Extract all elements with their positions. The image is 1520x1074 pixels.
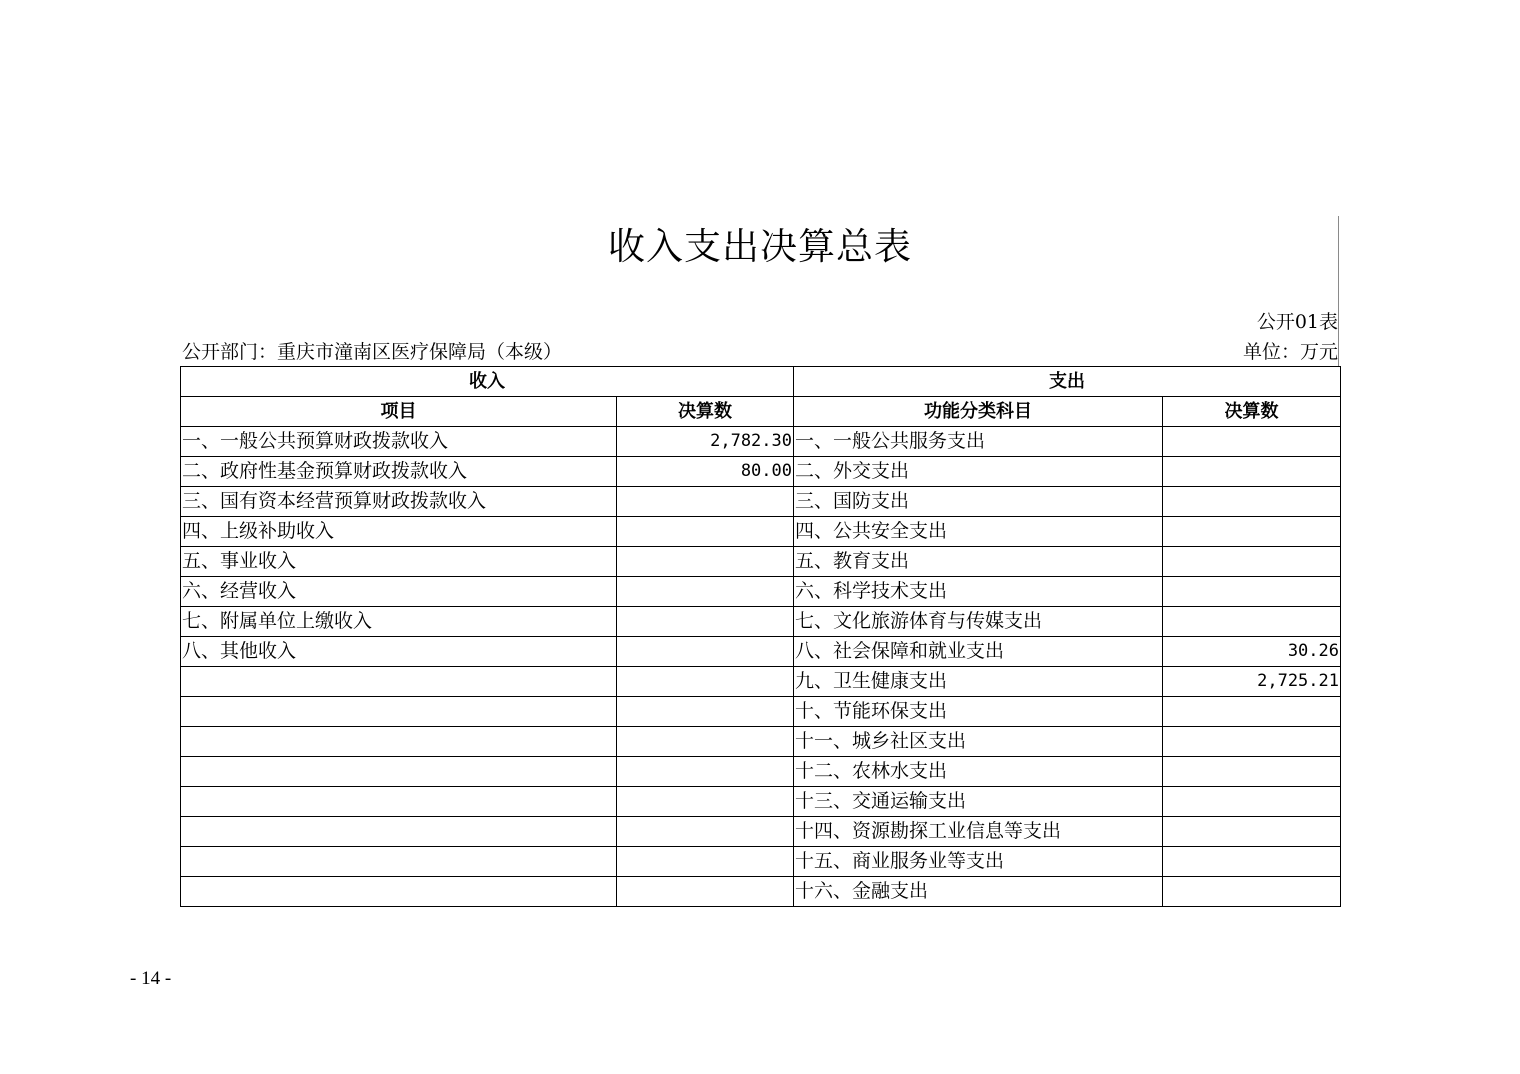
income-item-cell <box>181 877 617 907</box>
income-amount-cell <box>617 817 794 847</box>
expense-item-cell: 十五、商业服务业等支出 <box>794 847 1163 877</box>
income-item-cell <box>181 847 617 877</box>
income-amount-cell <box>617 787 794 817</box>
expense-category-column-header: 功能分类科目 <box>794 397 1163 427</box>
income-amount-cell <box>617 637 794 667</box>
expense-item-cell: 一、一般公共服务支出 <box>794 427 1163 457</box>
page-number: - 14 - <box>130 968 172 989</box>
income-amount-cell <box>617 757 794 787</box>
income-item-cell: 五、事业收入 <box>181 547 617 577</box>
expense-amount-cell <box>1163 877 1341 907</box>
table-row <box>181 607 1341 637</box>
expense-item-cell: 七、文化旅游体育与传媒支出 <box>794 607 1163 637</box>
income-amount-cell <box>617 847 794 877</box>
expense-amount-cell <box>1163 817 1341 847</box>
income-item-cell <box>181 667 617 697</box>
expense-item-cell: 八、社会保障和就业支出 <box>794 637 1163 667</box>
table-body <box>181 427 1341 907</box>
table-row <box>181 457 1341 487</box>
expense-item-cell: 十一、城乡社区支出 <box>794 727 1163 757</box>
table-row <box>181 427 1341 457</box>
income-amount-cell: 2,782.30 <box>617 427 794 457</box>
income-item-column-header: 项目 <box>181 397 617 427</box>
income-amount-cell <box>617 577 794 607</box>
expense-item-cell: 十二、农林水支出 <box>794 757 1163 787</box>
expense-amount-column-header: 决算数 <box>1163 397 1341 427</box>
income-item-cell: 一、一般公共预算财政拨款收入 <box>181 427 617 457</box>
page-title: 收入支出决算总表 <box>608 225 912 268</box>
income-expense-table <box>180 366 1341 907</box>
income-amount-cell <box>617 667 794 697</box>
income-item-cell <box>181 697 617 727</box>
expense-item-cell: 三、国防支出 <box>794 487 1163 517</box>
table-row <box>181 697 1341 727</box>
table-row <box>181 487 1341 517</box>
unit-label: 单位：万元 <box>1242 341 1338 363</box>
table-row <box>181 667 1341 697</box>
income-item-cell: 六、经营收入 <box>181 577 617 607</box>
income-item-cell: 七、附属单位上缴收入 <box>181 607 617 637</box>
income-item-cell <box>181 817 617 847</box>
table-group-header-row <box>181 367 1341 397</box>
income-amount-cell <box>617 607 794 637</box>
expense-amount-cell <box>1163 487 1341 517</box>
expense-item-cell: 五、教育支出 <box>794 547 1163 577</box>
income-amount-column-header: 决算数 <box>617 397 794 427</box>
income-group-header: 收入 <box>181 367 794 397</box>
expense-amount-cell <box>1163 697 1341 727</box>
income-amount-cell <box>617 547 794 577</box>
table-column-header-row <box>181 397 1341 427</box>
expense-item-cell: 二、外交支出 <box>794 457 1163 487</box>
table-row <box>181 577 1341 607</box>
expense-amount-cell <box>1163 787 1341 817</box>
table-row <box>181 817 1341 847</box>
expense-amount-cell <box>1163 577 1341 607</box>
income-amount-cell <box>617 517 794 547</box>
form-code: 公开01表 <box>1256 311 1338 333</box>
department-label: 公开部门：重庆市潼南区医疗保障局（本级） <box>182 341 563 363</box>
table-row <box>181 637 1341 667</box>
income-item-cell: 四、上级补助收入 <box>181 517 617 547</box>
expense-amount-cell <box>1163 427 1341 457</box>
income-item-cell <box>181 787 617 817</box>
income-item-cell <box>181 727 617 757</box>
table-row <box>181 877 1341 907</box>
income-item-cell: 二、政府性基金预算财政拨款收入 <box>181 457 617 487</box>
table-row <box>181 727 1341 757</box>
expense-amount-cell <box>1163 727 1341 757</box>
income-item-cell <box>181 757 617 787</box>
table-row <box>181 757 1341 787</box>
income-amount-cell <box>617 697 794 727</box>
income-item-cell: 八、其他收入 <box>181 637 617 667</box>
income-amount-cell <box>617 727 794 757</box>
income-amount-cell: 80.00 <box>617 457 794 487</box>
expense-item-cell: 十六、金融支出 <box>794 877 1163 907</box>
expense-amount-cell <box>1163 607 1341 637</box>
expense-group-header: 支出 <box>794 367 1341 397</box>
expense-item-cell: 十、节能环保支出 <box>794 697 1163 727</box>
table-row <box>181 517 1341 547</box>
expense-item-cell: 六、科学技术支出 <box>794 577 1163 607</box>
income-item-cell: 三、国有资本经营预算财政拨款收入 <box>181 487 617 517</box>
margin-rule <box>1338 216 1339 366</box>
expense-amount-cell <box>1163 517 1341 547</box>
table-row <box>181 847 1341 877</box>
expense-amount-cell: 2,725.21 <box>1163 667 1341 697</box>
expense-item-cell: 十四、资源勘探工业信息等支出 <box>794 817 1163 847</box>
income-amount-cell <box>617 487 794 517</box>
expense-amount-cell <box>1163 547 1341 577</box>
expense-item-cell: 九、卫生健康支出 <box>794 667 1163 697</box>
expense-amount-cell: 30.26 <box>1163 637 1341 667</box>
expense-item-cell: 四、公共安全支出 <box>794 517 1163 547</box>
expense-amount-cell <box>1163 457 1341 487</box>
table-row <box>181 547 1341 577</box>
expense-amount-cell <box>1163 757 1341 787</box>
table-row <box>181 787 1341 817</box>
expense-item-cell: 十三、交通运输支出 <box>794 787 1163 817</box>
income-amount-cell <box>617 877 794 907</box>
expense-amount-cell <box>1163 847 1341 877</box>
